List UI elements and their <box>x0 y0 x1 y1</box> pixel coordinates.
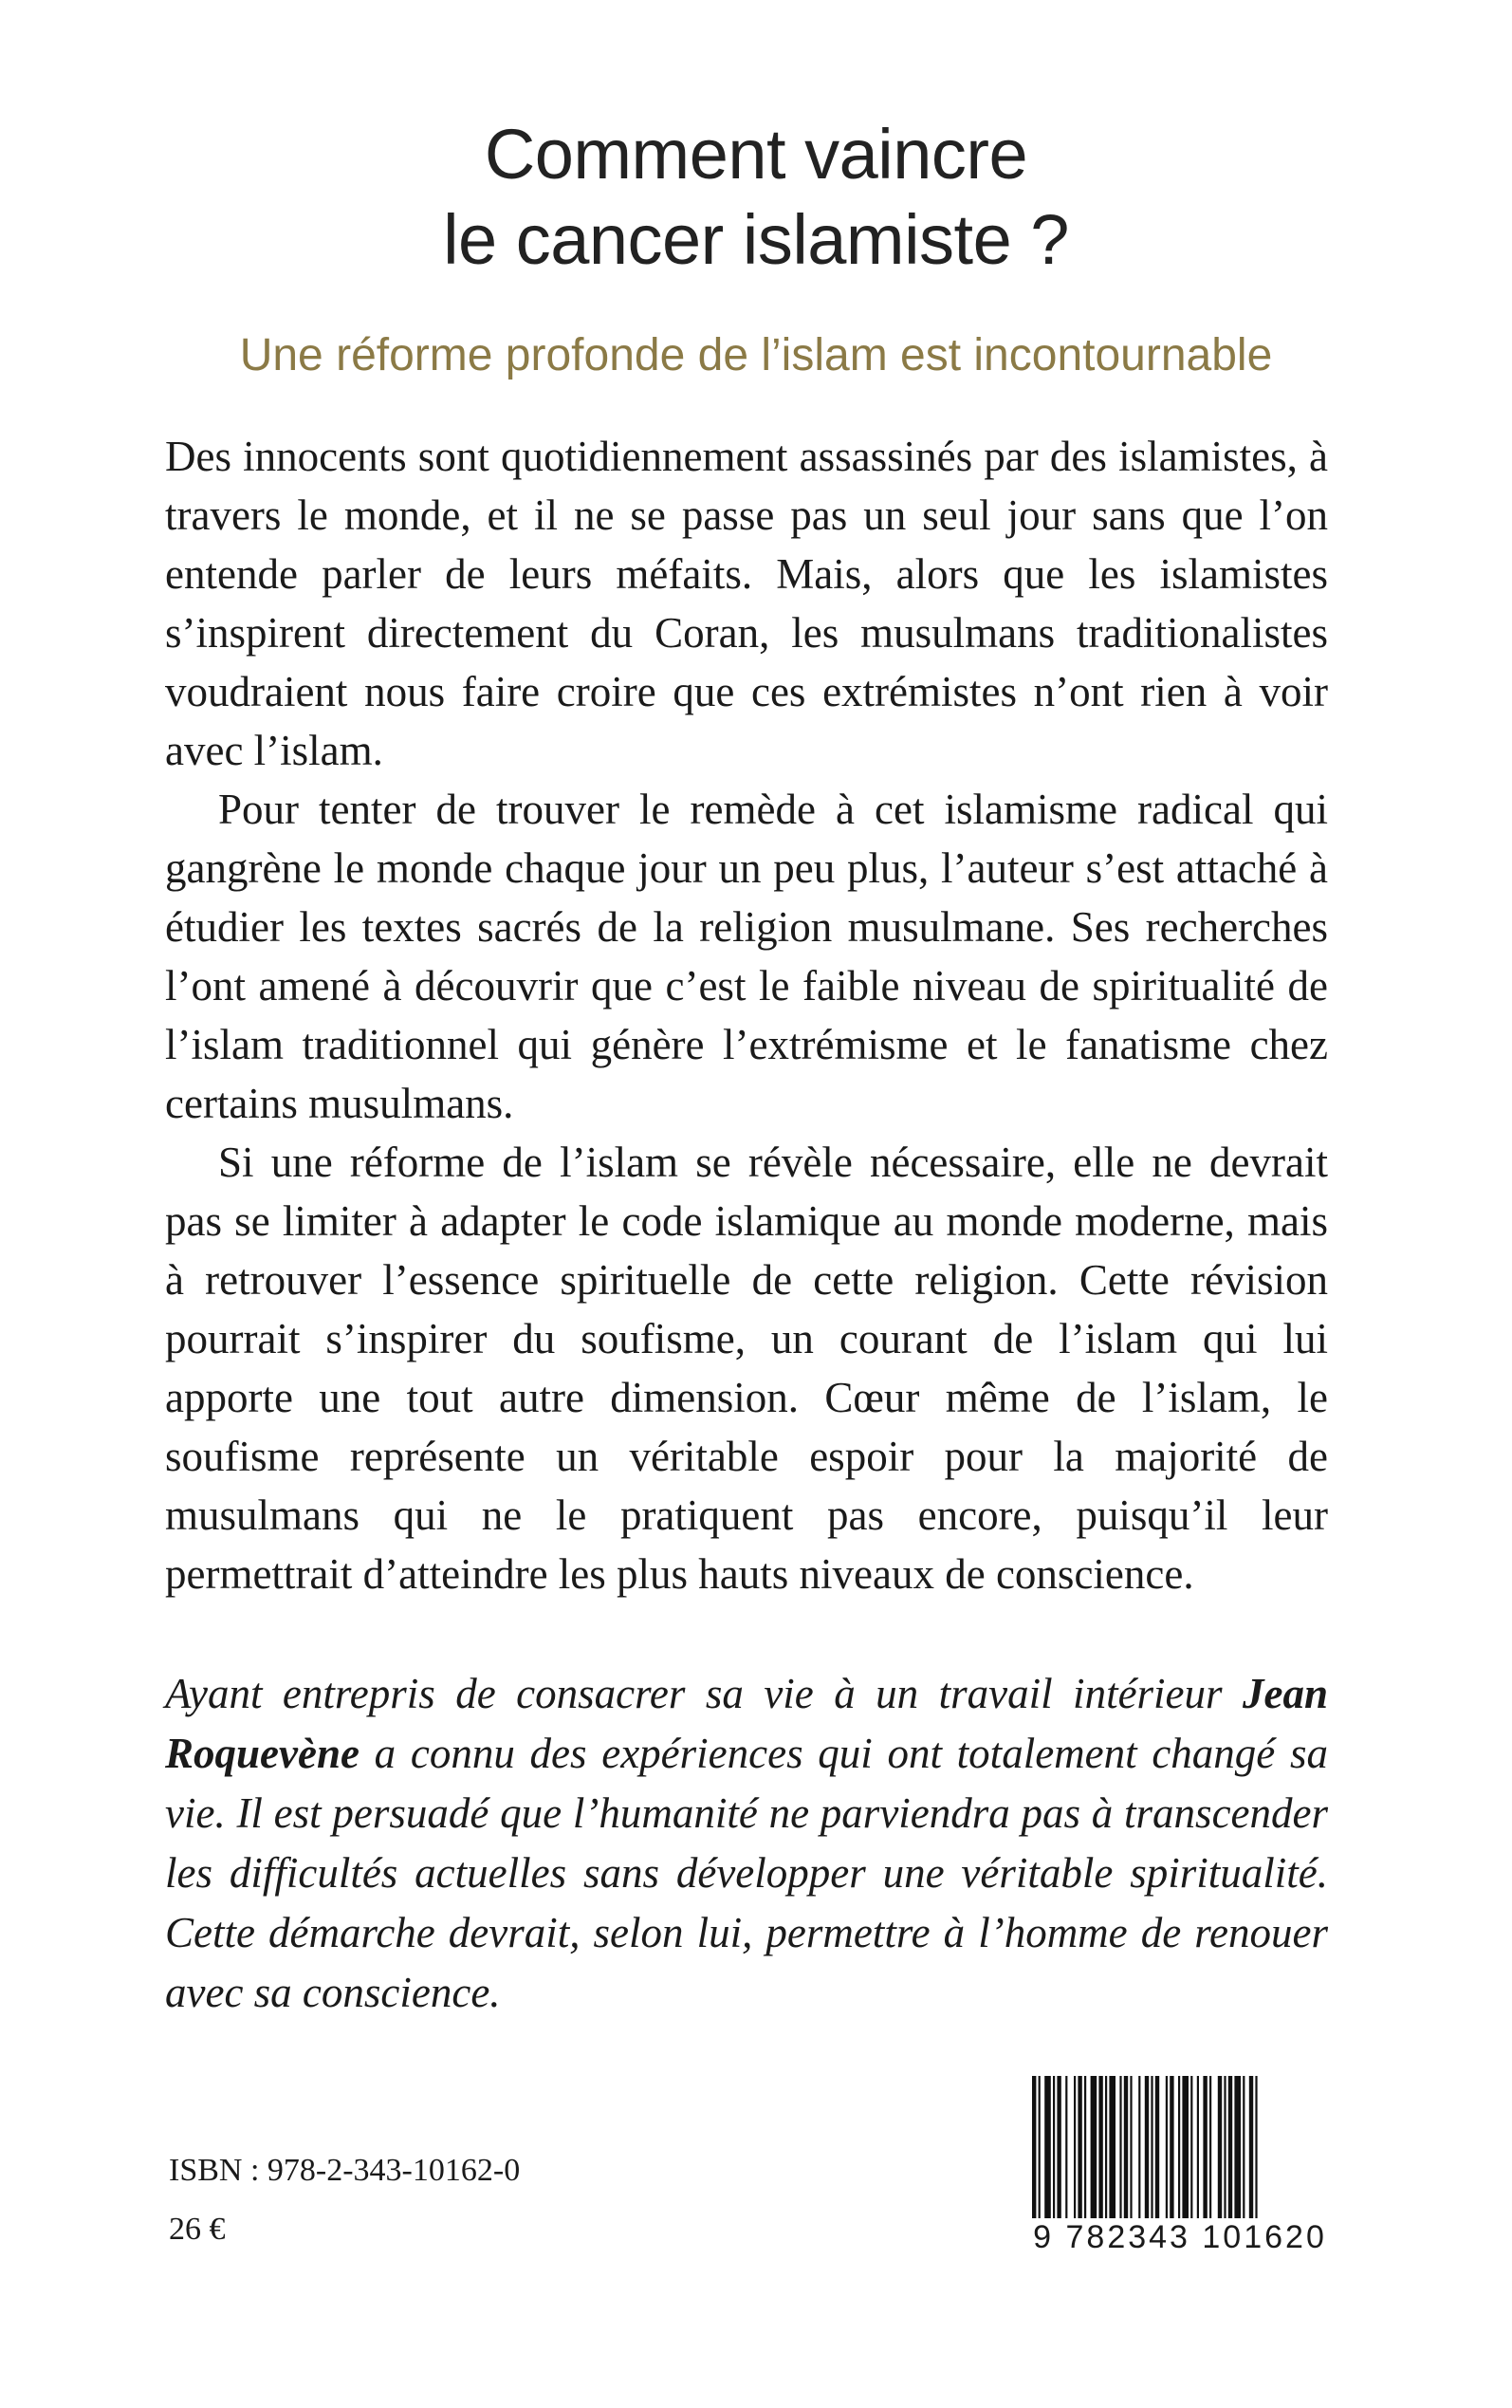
author-bio <box>165 1664 1328 2023</box>
blurb-paragraph-3: Si une réforme de l’islam se révèle nécessaire, elle ne devrait pas se limiter à adapter le code islamique au monde moderne, mais à retrouver l’essence spirituelle de cette religion. Cette révision pourrait s’inspirer du soufisme, un courant de l’islam qui lui apporte une tout autre dimension. Cœur même de l’islam, le soufisme représente un véritable espoir pour la majorité de musulmans qui ne le pratiquent pas encore, puisqu’il leur permettrait d’atteindre les plus hauts niveaux de conscience. <box>165 1139 1328 1598</box>
price: 26 € <box>169 2212 226 2247</box>
blurb-paragraph-1: Des innocents sont quotidiennement assassinés par des islamistes, à travers le monde, et il ne se passe pas un seul jour sans que l’on entende parler de leurs méfaits. Mais, alors que les islamistes s’inspirent directement du Coran, les musulmans traditionalistes voudraient nous faire croire que ces extrémistes n’ont rien à voir avec l’islam. <box>165 433 1328 774</box>
blurb <box>165 427 1328 1603</box>
title-line-1: Comment vaincre <box>484 115 1028 194</box>
book-title <box>0 112 1512 283</box>
author-bio-rest: a connu des expériences qui ont totalement changé sa vie. Il est persuadé que l’humanité ne parviendra pas à transcender les difficultés actuelles sans développer une véritable spiritualité. Cette démarche devrait, selon lui, permettre à l’homme de renouer avec sa conscience. <box>165 1730 1328 2016</box>
book-subtitle: Une réforme profonde de l’islam est incontournable <box>239 330 1273 380</box>
author-name: Jean Roquevène <box>165 1670 1328 1777</box>
author-bio-intro: Ayant entrepris de consacrer sa vie à un travail intérieur <box>165 1670 1243 1717</box>
barcode-number: 9 782343 101620 <box>1028 2218 1332 2256</box>
blurb-paragraph-2: Pour tenter de trouver le remède à cet islamisme radical qui gangrène le monde chaque jour un peu plus, l’auteur s’est attaché à étudier les textes sacrés de la religion musulmane. Ses recherches l’ont amené à découvrir que c’est le faible niveau de spiritualité de l’islam traditionnel qui génère l’extrémisme et le fanatisme chez certains musulmans. <box>165 786 1328 1127</box>
title-line-2: le cancer islamiste ? <box>443 200 1069 279</box>
isbn: ISBN : 978-2-343-10162-0 <box>169 2153 521 2188</box>
